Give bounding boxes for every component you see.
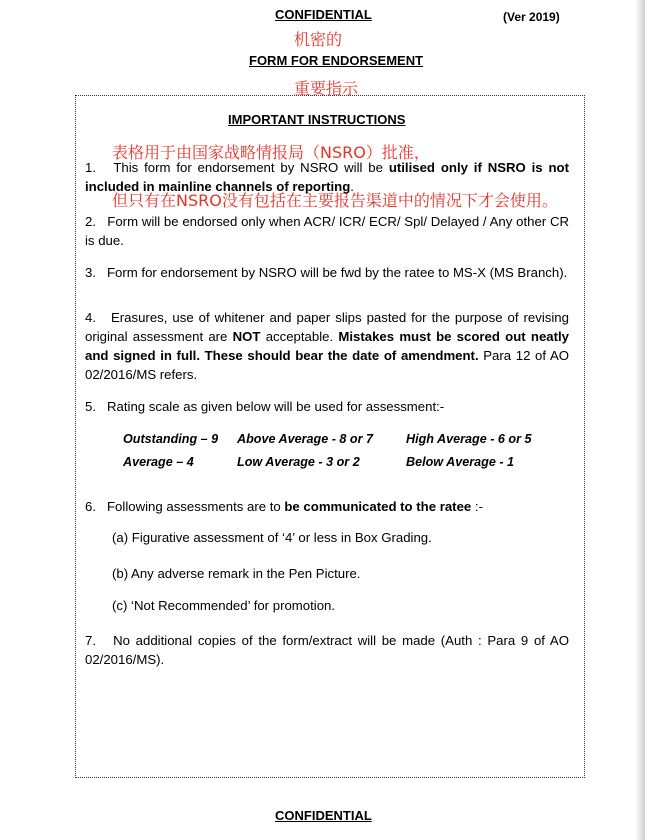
- instruction-4-text-2: acceptable.: [260, 329, 339, 344]
- instruction-6-text: Following assessments are to: [107, 499, 285, 514]
- instruction-3-text: Form for endorsement by NSRO will be fwd by the ratee to MS-X (MS Branch).: [107, 265, 568, 280]
- instruction-4-text-3: Para 12 of AO 02/2016/MS refers.: [85, 348, 569, 382]
- annotation-para1-line1-cn: 表格用于由国家战略情报局（NSRO）批准，: [112, 143, 430, 162]
- instruction-1-text: This form for endorsement by NSRO will be: [113, 160, 389, 175]
- instruction-6-bold: be communicated to the ratee: [284, 499, 472, 514]
- instruction-2-number: 2.: [85, 214, 96, 229]
- header-confidential: CONFIDENTIAL: [275, 7, 372, 22]
- instruction-5-number: 5.: [85, 399, 96, 414]
- instruction-7-text: No additional copies of the form/extract will be made (Auth : Para 9 of AO 02/2016/MS).: [85, 633, 569, 667]
- instruction-6: [85, 497, 569, 516]
- instruction-4: [85, 308, 569, 384]
- version-label: (Ver 2019): [503, 10, 560, 24]
- instruction-6-number: 6.: [85, 499, 96, 514]
- rating-below-average: Below Average - 1: [406, 455, 515, 469]
- instruction-6b: (b) Any adverse remark in the Pen Picture.: [112, 566, 361, 581]
- instruction-4-bold-not: NOT: [232, 329, 261, 344]
- instruction-4-number: 4.: [85, 310, 96, 325]
- annotation-important-cn: 重要指示: [294, 79, 359, 98]
- rating-outstanding: Outstanding – 9: [123, 432, 219, 446]
- rating-above-average: Above Average - 8 or 7: [237, 432, 374, 446]
- instruction-4-bold-mistakes: Mistakes must be scored out neatly and signed in full. These should bear the date of amendment.: [85, 329, 570, 363]
- form-title: FORM FOR ENDORSEMENT: [249, 53, 424, 68]
- instruction-6-end: :-: [471, 499, 483, 514]
- instruction-6c: (c) ‘Not Recommended’ for promotion.: [112, 598, 336, 613]
- instruction-2: [85, 212, 569, 250]
- instructions-title: IMPORTANT INSTRUCTIONS: [228, 112, 406, 127]
- instruction-1-number: 1.: [85, 160, 96, 175]
- instruction-3: [85, 263, 569, 282]
- rating-low-average: Low Average - 3 or 2: [237, 455, 360, 469]
- instruction-2-text: Form will be endorsed only when ACR/ ICR/ ECR/ Spl/ Delayed / Any other CR is due.: [85, 214, 569, 248]
- instruction-5: [85, 397, 569, 416]
- instruction-1-bold: utilised only if NSRO is not included in mainline channels of reporting: [85, 160, 569, 194]
- instruction-1-end: .: [350, 179, 354, 194]
- instruction-5-text: Rating scale as given below will be used for assessment:-: [107, 399, 445, 414]
- annotation-confidential-cn: 机密的: [294, 30, 343, 49]
- instruction-4-text: Erasures, use of whitener and paper slips pasted for the purpose of revising original assessment are: [85, 310, 569, 344]
- footer-confidential: CONFIDENTIAL: [275, 808, 372, 823]
- instruction-7-number: 7.: [85, 633, 96, 648]
- rating-average: Average – 4: [123, 455, 194, 469]
- instruction-3-number: 3.: [85, 265, 96, 280]
- instruction-7: [85, 631, 569, 669]
- rating-high-average: High Average - 6 or 5: [406, 432, 532, 446]
- annotation-para1-line2-cn: 但只有在NSRO没有包括在主要报告渠道中的情况下才会使用。: [112, 191, 558, 210]
- instruction-6a: (a) Figurative assessment of ‘4’ or less in Box Grading.: [112, 530, 432, 545]
- page-edge-shadow: [635, 0, 645, 840]
